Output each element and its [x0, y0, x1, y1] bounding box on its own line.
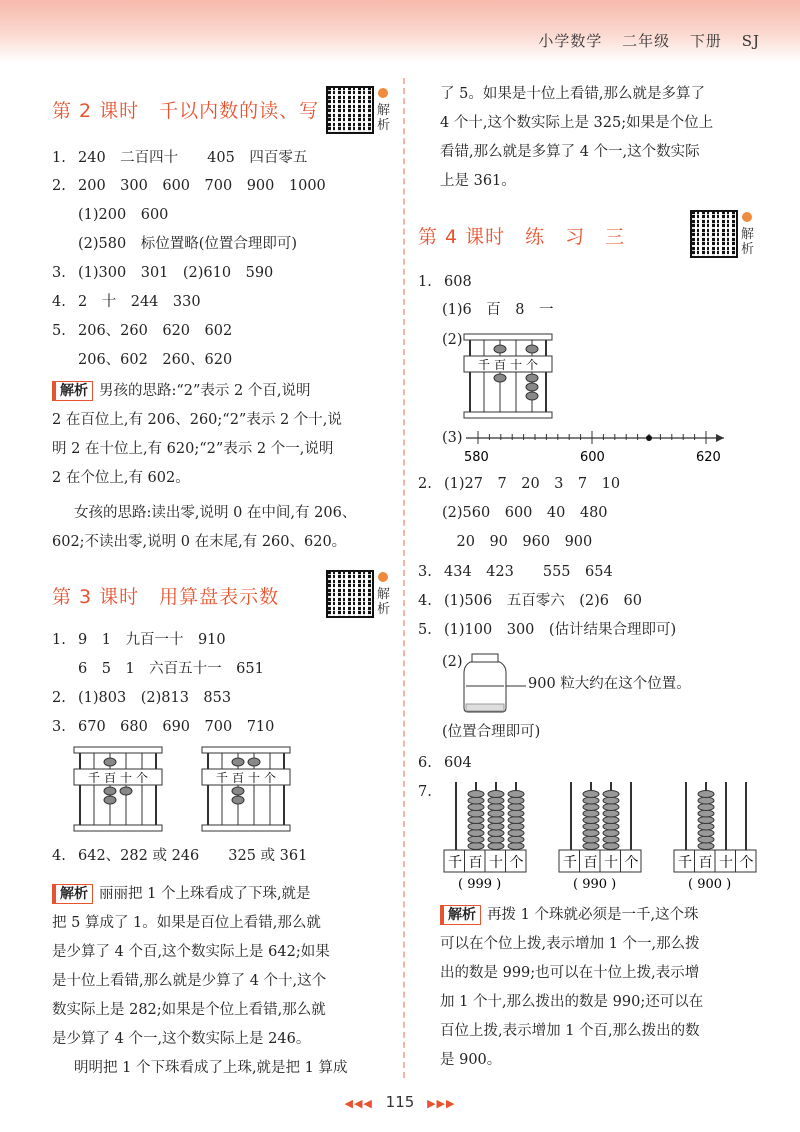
item-text: (2)560 600 40 480 — [442, 505, 608, 521]
abacus-bead — [698, 791, 714, 798]
abacus-bead — [232, 796, 244, 804]
analysis-tag: 解析 — [52, 381, 93, 401]
abacus-bead — [603, 804, 619, 811]
numberline-label: 620 — [696, 450, 721, 465]
abacus-bead — [526, 383, 538, 391]
abacus-bead — [488, 791, 504, 798]
play-arrow-icon — [378, 572, 388, 582]
abacus-bead — [698, 823, 714, 830]
item-number: 4. — [52, 848, 66, 864]
abacus-bead — [583, 823, 599, 830]
continued-line-4: 上是 361。 — [440, 173, 516, 189]
abacus-bead — [494, 374, 506, 382]
item-text: (2) — [442, 654, 463, 670]
item-text: (1)27 7 20 3 7 10 — [444, 476, 621, 492]
lesson3-analysis-line-2: 把 5 算成了 1。如果是百位上看错,那么就 — [52, 915, 321, 931]
jar-figure — [460, 652, 510, 714]
abacus-label: 个 — [509, 855, 524, 871]
qr-label: 解析 — [741, 227, 755, 257]
abacus-bead — [488, 810, 504, 817]
prev-arrows-icon: ◀◀◀ — [344, 1097, 373, 1110]
lesson4-analysis-line-4: 加 1 个十,那么拨出的数是 990;还可以在 — [440, 994, 704, 1010]
continued-line-1: 了 5。如果是十位上看错,那么就是多算了 — [440, 86, 705, 102]
abacus-label-qian: 千 — [478, 358, 491, 372]
abacus-label-qian: 千 — [216, 771, 229, 785]
item-text: (1)100 300 (估计结果合理即可) — [444, 622, 677, 638]
lesson4-analysis-line-5: 百位上拨,表示增加 1 个百,那么拨出的数 — [440, 1023, 700, 1039]
abacus-bead — [603, 810, 619, 817]
abacus-label-shi: 十 — [510, 358, 523, 372]
abacus-bead — [508, 836, 524, 843]
abacus-bead — [698, 836, 714, 843]
abacus-bead — [526, 345, 538, 353]
lesson4-item — [442, 532, 592, 552]
subject: 小学数学 — [538, 32, 603, 50]
item-text: 206、602 260、620 — [78, 352, 233, 368]
abacus-bead — [508, 791, 524, 798]
analysis-tag: 解析 — [440, 905, 481, 925]
abacus-figure — [462, 332, 554, 422]
lesson2-item — [78, 234, 297, 254]
lesson4-item — [418, 620, 676, 640]
item-text: (位置合理即可) — [442, 724, 541, 740]
abacus-bead — [698, 817, 714, 824]
lesson2-item — [52, 263, 273, 283]
item-text: 642、282 或 246 325 或 361 — [78, 848, 308, 864]
abacus-caption: ( 990 ) — [573, 877, 617, 892]
lesson2-analysis-line-2: 2 在百位上,有 206、260;“2”表示 2 个十,说 — [52, 412, 342, 428]
lesson3-item — [52, 688, 231, 708]
lesson4-analysis-line-2: 可以在个位上拨,表示增加 1 个一,那么拨 — [440, 936, 700, 952]
lesson2-item — [78, 350, 232, 370]
abacus-bead — [583, 817, 599, 824]
term: 下册 — [689, 32, 722, 50]
abacus-bead — [488, 804, 504, 811]
item-number: 4. — [418, 593, 432, 609]
item-number: 1. — [418, 274, 432, 290]
qr-code-icon[interactable] — [690, 210, 738, 258]
abacus-bead — [508, 804, 524, 811]
abacus-bead — [468, 804, 484, 811]
abacus-bead — [583, 791, 599, 798]
abacus-bead — [488, 797, 504, 804]
abacus-label: 百 — [698, 855, 713, 871]
numberline-label: 580 — [464, 450, 489, 465]
abacus-bead — [468, 810, 484, 817]
qr-label: 解析 — [377, 103, 391, 133]
abacus-label-bai: 百 — [232, 771, 245, 785]
abacus-bead — [583, 804, 599, 811]
abacus-bead — [488, 817, 504, 824]
qr-code-icon[interactable] — [326, 570, 374, 618]
arrow-line — [506, 682, 528, 690]
abacus-bead — [698, 804, 714, 811]
lesson3-title: 第 3 课时 用算盘表示数 — [52, 586, 280, 608]
abacus-bead — [583, 836, 599, 843]
book-header — [524, 30, 760, 51]
number-line — [460, 428, 730, 468]
item-text: (1)803 (2)813 853 — [78, 690, 232, 706]
item-text: (2)580 标位置略(位置合理即可) — [78, 236, 298, 252]
lesson4-analysis-line-6: 是 900。 — [440, 1052, 502, 1068]
lesson4-item — [418, 591, 642, 611]
abacus-bead — [104, 758, 116, 766]
item-text: 434 423 555 654 — [444, 564, 613, 580]
abacus-bead — [468, 823, 484, 830]
continued-line-3: 看错,那么就是多算了 4 个一,这个数实际 — [440, 144, 700, 160]
lesson2-analysis-line-5: 女孩的思路:读出零,说明 0 在中间,有 206、 — [74, 505, 357, 521]
abacus-figure — [200, 745, 292, 835]
abacus-bead — [468, 830, 484, 837]
item-text: 6 5 1 六百五十一 651 — [78, 661, 264, 677]
abacus-label-shi: 十 — [120, 771, 133, 785]
abacus-bead — [603, 797, 619, 804]
lesson3-item — [52, 846, 307, 866]
qr-label: 解析 — [377, 587, 391, 617]
lesson4-item — [418, 562, 613, 582]
lesson3-analysis-line-7: 明明把 1 个下珠看成了上珠,就是把 1 算成 — [74, 1060, 348, 1076]
item-number: 7. — [418, 784, 432, 800]
abacus-label: 个 — [624, 855, 639, 871]
item-text: 240 二百四十 405 四百零五 — [78, 150, 308, 166]
item-number: 4. — [52, 294, 66, 310]
abacus-bead — [232, 787, 244, 795]
lesson3-item — [52, 630, 226, 650]
abacus-bead — [698, 810, 714, 817]
abacus-7 — [440, 780, 530, 896]
lesson3-item — [78, 659, 264, 679]
item-text: 2 十 244 330 — [78, 294, 201, 310]
lesson2-item — [52, 321, 232, 341]
abacus-bead — [508, 797, 524, 804]
play-arrow-icon — [742, 212, 752, 222]
abacus-label-qian: 千 — [88, 771, 101, 785]
lesson2-analysis-line-3: 明 2 在十位上,有 620;“2”表示 2 个一,说明 — [52, 441, 334, 457]
item-text: (1)6 百 8 一 — [442, 302, 554, 318]
item-number: 2. — [418, 476, 432, 492]
item-text: 200 300 600 700 900 1000 — [78, 178, 326, 194]
lesson4-item — [442, 300, 554, 320]
abacus-label-ge: 个 — [264, 771, 277, 785]
abacus-bead — [698, 830, 714, 837]
lesson4-item — [442, 722, 540, 742]
item-number: 5. — [52, 323, 66, 339]
abacus-bead — [698, 843, 714, 850]
lesson4-item — [442, 330, 463, 350]
abacus-bead — [603, 823, 619, 830]
item-text: 604 — [444, 755, 472, 771]
abacus-bead — [603, 836, 619, 843]
abacus-bead — [508, 843, 524, 850]
lesson4-item — [418, 753, 472, 773]
abacus-label: 十 — [719, 855, 733, 871]
abacus-bead — [508, 830, 524, 837]
play-arrow-icon — [378, 88, 388, 98]
lesson3-analysis-line-4: 是十位上看错,那么就是少算了 4 个十,这个 — [52, 973, 327, 989]
abacus-bead — [526, 392, 538, 400]
abacus-figure — [72, 745, 164, 835]
abacus-bead — [583, 830, 599, 837]
abacus-7 — [670, 780, 760, 896]
abacus-bead — [494, 345, 506, 353]
abacus-caption: ( 900 ) — [688, 877, 732, 892]
next-arrows-icon: ▶▶▶ — [427, 1097, 456, 1110]
abacus-label-ge: 个 — [526, 358, 539, 372]
lesson2-analysis-line-1: 解析 男孩的思路:“2”表示 2 个百,说明 — [52, 381, 311, 401]
abacus-label: 百 — [468, 855, 483, 871]
item-text: 608 — [444, 274, 472, 290]
abacus-bead — [468, 836, 484, 843]
continued-line-2: 4 个十,这个数实际上是 325;如果是个位上 — [440, 115, 714, 131]
abacus-bead — [468, 843, 484, 850]
item-number: 3. — [52, 265, 66, 281]
abacus-bead — [488, 836, 504, 843]
abacus-label: 千 — [678, 855, 692, 871]
abacus-bead — [603, 817, 619, 824]
abacus-bead — [488, 830, 504, 837]
item-number: 2. — [52, 690, 66, 706]
abacus-label-shi: 十 — [248, 771, 261, 785]
lesson3-analysis-line-3: 是少算了 4 个百,这个数实际上是 642;如果 — [52, 944, 330, 960]
lesson4-analysis-line-3: 出的数是 999;也可以在十位上拨,表示增 — [440, 965, 700, 981]
abacus-caption: ( 999 ) — [458, 877, 502, 892]
abacus-bead — [468, 791, 484, 798]
lesson2-analysis-line-6: 602;不读出零,说明 0 在末尾,有 260、620。 — [52, 534, 347, 550]
abacus-bead — [583, 843, 599, 850]
abacus-label: 千 — [563, 855, 577, 871]
grade: 二年级 — [622, 32, 671, 50]
lesson4-item — [418, 272, 472, 292]
abacus-label: 千 — [448, 855, 462, 871]
page-number: 115 — [385, 1093, 415, 1111]
abacus-bead — [603, 791, 619, 798]
item-text: (2) — [442, 332, 463, 348]
abacus-bead — [603, 843, 619, 850]
item-number: 6. — [418, 755, 432, 771]
abacus-label: 百 — [583, 855, 598, 871]
item-number: 2. — [52, 178, 66, 194]
abacus-label-bai: 百 — [494, 358, 507, 372]
numberline-point — [646, 435, 652, 441]
lesson3-analysis-line-1: 解析 丽丽把 1 个上珠看成了下珠,就是 — [52, 884, 311, 904]
column-divider — [403, 78, 405, 1078]
item-text: (1)506 五百零六 (2)6 60 — [444, 593, 642, 609]
abacus-bead — [508, 823, 524, 830]
item-number: 5. — [418, 622, 432, 638]
abacus-bead — [698, 797, 714, 804]
item-number: 1. — [52, 632, 66, 648]
abacus-bead — [583, 810, 599, 817]
abacus-7 — [555, 780, 645, 896]
lesson2-item — [52, 292, 201, 312]
abacus-bead — [248, 758, 260, 766]
edition: SJ — [741, 32, 760, 50]
item-text: 9 1 九百一十 910 — [78, 632, 226, 648]
jar-note: 900 粒大约在这个位置。 — [528, 676, 691, 692]
item-text: 20 90 960 900 — [442, 534, 593, 550]
qr-code-icon[interactable] — [326, 86, 374, 134]
item-number: 1. — [52, 150, 66, 166]
abacus-bead — [232, 758, 244, 766]
lesson3-analysis-line-6: 是少算了 4 个一,这个数实际上是 246。 — [52, 1031, 311, 1047]
abacus-label-ge: 个 — [136, 771, 149, 785]
abacus-bead — [508, 810, 524, 817]
abacus-bead — [104, 787, 116, 795]
item-text: (1)200 600 — [78, 207, 169, 223]
lesson4-item — [418, 474, 620, 494]
abacus-label: 十 — [489, 855, 503, 871]
item-number: 3. — [52, 719, 66, 735]
lesson2-analysis-line-4: 2 在个位上,有 602。 — [52, 470, 190, 486]
lesson2-title: 第 2 课时 千以内数的读、写 — [52, 100, 320, 122]
abacus-bead — [583, 797, 599, 804]
abacus-bead — [488, 823, 504, 830]
lesson2-item — [52, 148, 307, 168]
abacus-bead — [488, 843, 504, 850]
item-text: (1)300 301 (2)610 590 — [78, 265, 274, 281]
lesson3-analysis-line-5: 数实际上是 282;如果是个位上看错,那么就 — [52, 1002, 326, 1018]
abacus-bead — [120, 787, 132, 795]
lesson2-item — [52, 176, 326, 196]
item-text: 206、260 620 602 — [78, 323, 233, 339]
abacus-label-bai: 百 — [104, 771, 117, 785]
lesson4-title: 第 4 课时 练 习 三 — [418, 226, 626, 248]
abacus-label: 十 — [604, 855, 618, 871]
abacus-label: 个 — [739, 855, 754, 871]
analysis-tag: 解析 — [52, 884, 93, 904]
abacus-bead — [104, 796, 116, 804]
abacus-bead — [603, 830, 619, 837]
item-text: (3) — [442, 430, 463, 446]
abacus-bead — [508, 817, 524, 824]
numberline-label: 600 — [580, 450, 605, 465]
lesson4-analysis-line-1: 解析 再拨 1 个珠就必须是一千,这个珠 — [440, 905, 699, 925]
item-text: 670 680 690 700 710 — [78, 719, 275, 735]
abacus-bead — [468, 797, 484, 804]
abacus-bead — [468, 817, 484, 824]
item-number: 3. — [418, 564, 432, 580]
lesson2-item — [78, 205, 168, 225]
abacus-bead — [526, 374, 538, 382]
page-footer — [0, 1093, 800, 1111]
lesson3-item — [52, 717, 274, 737]
lesson4-item — [442, 503, 608, 523]
